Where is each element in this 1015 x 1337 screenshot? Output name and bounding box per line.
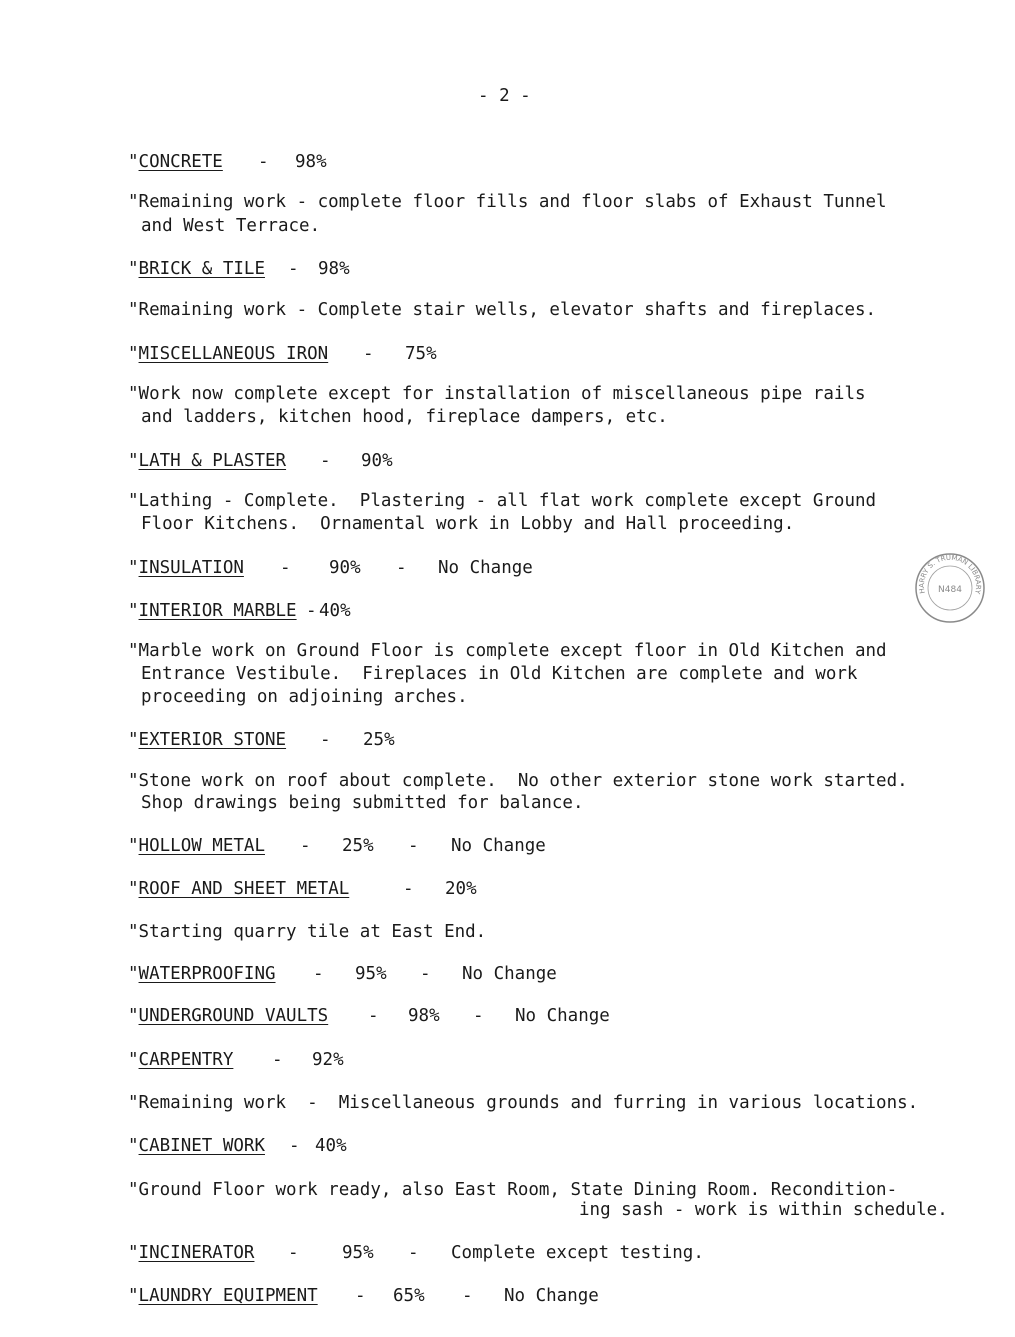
section-heading-roof-sheet-metal: "ROOF AND SHEET METAL - 20% <box>128 879 477 899</box>
percent: 92% <box>312 1050 344 1070</box>
stamp-label: HARRY S. TRUMAN LIBRARY <box>917 553 983 595</box>
library-stamp <box>913 551 987 625</box>
percent: 98% <box>295 152 327 172</box>
section-title: CARPENTRY <box>138 1050 234 1070</box>
percent: 98% <box>408 1006 440 1026</box>
section-title: INCINERATOR <box>138 1243 255 1263</box>
section-heading-exterior-stone: "EXTERIOR STONE - 25% <box>128 730 395 750</box>
section-title: CONCRETE <box>138 152 223 172</box>
section-heading-carpentry: "CARPENTRY - 92% <box>128 1050 344 1070</box>
section-heading-misc-iron: "MISCELLANEOUS IRON - 75% <box>128 344 437 364</box>
status-note: No Change <box>438 558 533 578</box>
percent: 40% <box>315 1136 347 1156</box>
status-note: No Change <box>504 1286 599 1306</box>
percent: 75% <box>405 344 437 364</box>
section-heading-hollow-metal: "HOLLOW METAL - 25% - No Change <box>128 836 546 856</box>
section-title: INTERIOR MARBLE <box>138 601 297 621</box>
section-heading-interior-marble: "INTERIOR MARBLE - 40% <box>128 601 351 621</box>
percent: 25% <box>363 730 395 750</box>
section-heading-insulation: "INSULATION - 90% - No Change <box>128 558 533 578</box>
section-title: HOLLOW METAL <box>138 836 265 856</box>
section-title: BRICK & TILE <box>138 259 265 279</box>
section-title: EXTERIOR STONE <box>138 730 287 750</box>
percent: 90% <box>361 451 393 471</box>
section-heading-waterproofing: "WATERPROOFING - 95% - No Change <box>128 964 557 984</box>
status-note: No Change <box>462 964 557 984</box>
section-title: LATH & PLASTER <box>138 451 287 471</box>
section-heading-cabinet-work: "CABINET WORK - 40% <box>128 1136 347 1156</box>
percent: 40% <box>319 601 351 621</box>
section-heading-underground-vaults: "UNDERGROUND VAULTS - 98% - No Change <box>128 1006 610 1026</box>
percent: 90% <box>329 558 361 578</box>
section-heading-concrete: "CONCRETE - 98% <box>128 152 327 172</box>
percent: 95% <box>355 964 387 984</box>
section-heading-incinerator: "INCINERATOR - 95% - Complete except testing. <box>128 1243 704 1263</box>
section-title: LAUNDRY EQUIPMENT <box>138 1286 318 1306</box>
percent: 65% <box>393 1286 425 1306</box>
status-note: Complete except testing. <box>451 1243 704 1263</box>
stamp-number: N484 <box>938 585 962 595</box>
section-title: MISCELLANEOUS IRON <box>138 344 329 364</box>
percent: 95% <box>342 1243 374 1263</box>
section-title: INSULATION <box>138 558 244 578</box>
section-title: CABINET WORK <box>138 1136 265 1156</box>
percent: 20% <box>445 879 477 899</box>
section-heading-brick-tile: "BRICK & TILE - 98% <box>128 259 350 279</box>
section-heading-lath-plaster: "LATH & PLASTER - 90% <box>128 451 393 471</box>
percent: 98% <box>318 259 350 279</box>
section-heading-laundry-equipment: "LAUNDRY EQUIPMENT - 65% - No Change <box>128 1286 599 1306</box>
status-note: No Change <box>451 836 546 856</box>
page-number: - 2 - <box>478 86 531 106</box>
section-title: UNDERGROUND VAULTS <box>138 1006 329 1026</box>
percent: 25% <box>342 836 374 856</box>
section-title: WATERPROOFING <box>138 964 276 984</box>
section-title: ROOF AND SHEET METAL <box>138 879 350 899</box>
status-note: No Change <box>515 1006 610 1026</box>
